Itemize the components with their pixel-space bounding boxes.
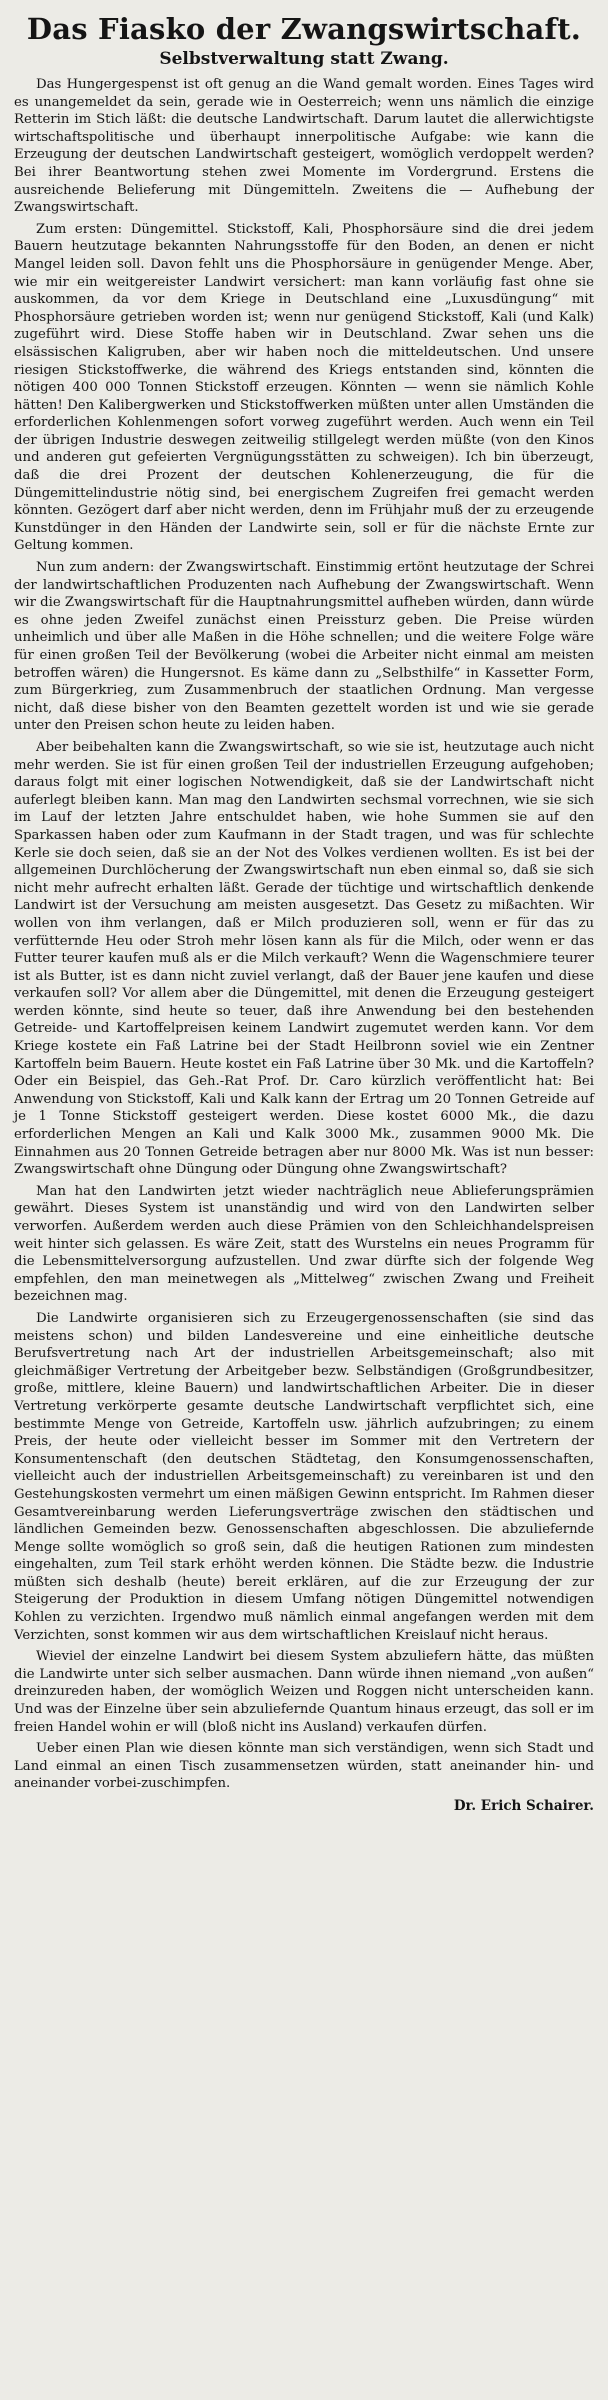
article-paragraph: Nun zum andern: der Zwangswirtschaft. Einstimmig ertönt heutzutage der Schrei der landwirtschaftlichen Produzenten nach Aufhebung der Zwangswirtschaft. Wenn wir die Zwangswirtschaft für die Hauptnahrungsmittel aufheben würden, dann würde es ohne jeden Zweifel zunächst einen Preissturz geben. Die Preise würden unheimlich und über alle Maßen in die Höhe schnellen; und die weitere Folge wäre für einen großen Teil der Bevölkerung (wobei die Arbeiter nicht einmal am meisten betroffen wären) die Hungersnot. Es käme dann zu „Selbsthilfe“ in Kassetter Form, zum Bürgerkrieg, zum Zusammenbruch der staatlichen Ordnung. Man vergesse nicht, daß diese bisher von den Beamten gezettelt worden ist und wie sie gerade unter den Preisen schon heute zu leiden haben. <box>14 560 594 734</box>
article-paragraph: Man hat den Landwirten jetzt wieder nachträglich neue Ablieferungsprämien gewährt. Dieses System ist unanständig und wird von den Landwirten selber verworfen. Außerdem werden auch diese Prämien von den Schleichhandelspreisen weit hinter sich gelassen. Es wäre Zeit, statt des Wurstelns ein neues Programm für die Lebensmittelversorgung aufzustellen. Und zwar dürfte sich der folgende Weg empfehlen, den man meinetwegen als „Mittelweg“ zwischen Zwang und Freiheit bezeichnen mag. <box>14 1183 594 1305</box>
article-paragraph: Ueber einen Plan wie diesen könnte man sich verständigen, wenn sich Stadt und Land einmal an einen Tisch zusammensetzen würden, statt aneinander hin- und aneinander vorbei-zuschimpfen. <box>14 1741 594 1792</box>
article-subheadline: Selbstverwaltung statt Zwang. <box>159 49 449 69</box>
article-paragraph: Das Hungergespenst ist oft genug an die Wand gemalt worden. Eines Tages wird es unangemeldet da sein, gerade wie in Oesterreich; wenn uns nämlich die einzige Retterin im Stich läßt: die deutsche Landwirtschaft. Darum lautet die allerwichtigste wirtschaftspolitische und überhaupt innerpolitische Aufgabe: wie kann die Erzeugung der deutschen Landwirtschaft gesteigert, womöglich verdoppelt werden? Bei ihrer Beantwortung stehen zwei Momente im Vordergrund. Erstens die ausreichende Belieferung mit Düngemitteln. Zweitens die — Aufhebung der Zwangswirtschaft. <box>14 77 594 216</box>
article-paragraph: Aber beibehalten kann die Zwangswirtschaft, so wie sie ist, heutzutage auch nicht mehr werden. Sie ist für einen großen Teil der industriellen Erzeugung aufgehoben; daraus folgt mit einer logischen Notwendigkeit, daß sie der Landwirtschaft nicht auferlegt bleiben kann. Man mag den Landwirten sechsmal vorrechnen, wie sie sich im Lauf der letzten Jahre entschuldet haben, wie hohe Summen sie auf den Sparkassen haben oder zum Kaufmann in der Stadt tragen, und was für schlechte Kerle sie doch seien, daß sie an der Not des Volkes verdienen wollten. Es ist bei der allgemeinen Durchlöcherung der Zwangswirtschaft nun eben einmal so, daß sie sich nicht mehr aufrecht erhalten läßt. Gerade der tüchtige und wirtschaftlich denkende Landwirt ist der Versuchung am meisten ausgesetzt. Das Gesetz zu mißachten. Wir wollen von ihm verlangen, daß er Milch produzieren soll, wenn er für das zu verfütternde Heu oder Stroh mehr lösen kann als für die Milch, oder wenn er das Futter teurer kaufen muß als er die Milch verkauft? Wenn die Wagenschmiere teurer ist als Butter, ist es dann nicht zuviel verlangt, daß der Bauer jene kaufen und diese verkaufen soll? Vor allem aber die Düngemittel, mit denen die Erzeugung gesteigert werden könnte, sind heute so teuer, daß ihre Anwendung bei den bestehenden Getreide- und Kartoffelpreisen keinem Landwirt zugemutet werden kann. Vor dem Kriege kostete ein Faß Latrine bei der Stadt Heilbronn soviel wie ein Zentner Kartoffeln beim Bauern. Heute kostet ein Faß Latrine über 30 Mk. und die Kartoffeln? Oder ein Beispiel, das Geh.-Rat Prof. Dr. Caro kürzlich veröffentlicht hat: Bei Anwendung von Stickstoff, Kali und Kalk kann der Ertrag um 20 Tonnen Getreide auf je 1 Tonne Stickstoff gesteigert werden. Diese kostet 6000 Mk., die dazu erforderlichen Mengen an Kali und Kalk 3000 Mk., zusammen 9000 Mk. Die Einnahmen aus 20 Tonnen Getreide betragen aber nur 8000 Mk. Was ist nun besser: Zwangswirtschaft ohne Düngung oder Düngung ohne Zwangswirtschaft? <box>14 739 594 1178</box>
article-paragraph: Zum ersten: Düngemittel. Stickstoff, Kali, Phosphorsäure sind die drei jedem Bauern heutzutage bekannten Nahrungsstoffe für den Boden, an denen er nicht Mangel leiden soll. Davon fehlt uns die Phosphorsäure in genügender Menge. Aber, wie mir ein weitgereister Landwirt versichert: man kann vorläufig fast ohne sie auskommen, da vor dem Kriege in Deutschland eine „Luxusdüngung“ mit Phosphorsäure getrieben worden ist; wenn nur genügend Stickstoff, Kali (und Kalk) zugeführt wird. Diese Stoffe haben wir in Deutschland. Zwar sehen uns die elsässischen Kaligruben, aber wir haben noch die mitteldeutschen. Und unsere riesigen Stickstoffwerke, die während des Kriegs entstanden sind, könnten die nötigen 400 000 Tonnen Stickstoff erzeugen. Könnten — wenn sie nämlich Kohle hätten! Den Kalibergwerken und Stickstoffwerken müßten unter allen Umständen die erforderlichen Kohlenmengen sofort vorweg zugeführt werden. Auch wenn ein Teil der übrigen Industrie deswegen zeitweilig stillgelegt werden müßte (von den Kinos und anderen gut gefeierten Vergnügungsstätten zu schweigen). Ich bin überzeugt, daß die drei Prozent der deutschen Kohlenerzeugung, die für die Düngemittelindustrie nötig sind, bei energischem Zugreifen frei gemacht werden könnten. Gezögert darf aber nicht werden, denn im Frühjahr muß der zu erzeugende Kunstdünger in den Händen der Landwirte sein, soll er für die nächste Ernte zur Geltung kommen. <box>14 221 594 554</box>
article-paragraph: Die Landwirte organisieren sich zu Erzeugergenossenschaften (sie sind das meistens schon) und bilden Landesvereine und eine einheitliche deutsche Berufsvertretung nach Art der industriellen Arbeitsgemeinschaft; also mit gleichmäßiger Vertretung der Arbeitgeber bezw. Selbständigen (Großgrundbesitzer, große, mittlere, kleine Bauern) und landwirtschaftlichen Arbeiter. Die in dieser Vertretung verkörperte gesamte deutsche Landwirtschaft verpflichtet sich, eine bestimmte Menge von Getreide, Kartoffeln usw. jährlich aufzubringen; zu einem Preis, der heute oder vielleicht besser im Sommer mit den Vertretern der Konsumentenschaft (den deutschen Städtetag, den Konsumgenossenschaften, vielleicht auch der industriellen Arbeitsgemeinschaft) zu vereinbaren ist und den Gestehungskosten vermehrt um einen mäßigen Gewinn entspricht. Im Rahmen dieser Gesamtvereinbarung werden Lieferungsverträge zwischen den städtischen und ländlichen Gemeinden bezw. Genossenschaften abgeschlossen. Die abzuliefernde Menge sollte womöglich so groß sein, daß die heutigen Rationen zum mindesten eingehalten, zum Teil stark erhöht werden können. Die Städte bezw. die Industrie müßten sich deshalb (heute) bereit erklären, auf die zur Erzeugung der zur Steigerung der Produktion in diesem Umfang nötigen Düngemittel notwendigen Kohlen zu verzichten. Irgendwo muß nämlich einmal angefangen werden mit dem Verzichten, sonst kommen wir aus dem wirtschaftlichen Kreislauf nicht heraus. <box>14 1310 594 1643</box>
article-headline: Das Fiasko der Zwangswirtschaft. <box>26 12 582 46</box>
author-signature: Dr. Erich Schairer. <box>453 1798 594 1814</box>
article-body <box>14 76 594 1815</box>
article-paragraph: Wieviel der einzelne Landwirt bei diesem System abzuliefern hätte, das müßten die Landwirte unter sich selber ausmachen. Dann würde ihnen niemand „von außen“ dreinzureden haben, der womöglich Weizen und Roggen nicht unterscheiden kann. Und was der Einzelne über sein abzuliefernde Quantum hinaus erzeugt, das soll er im freien Handel wohin er will (bloß nicht ins Ausland) verkaufen dürfen. <box>14 1649 595 1735</box>
